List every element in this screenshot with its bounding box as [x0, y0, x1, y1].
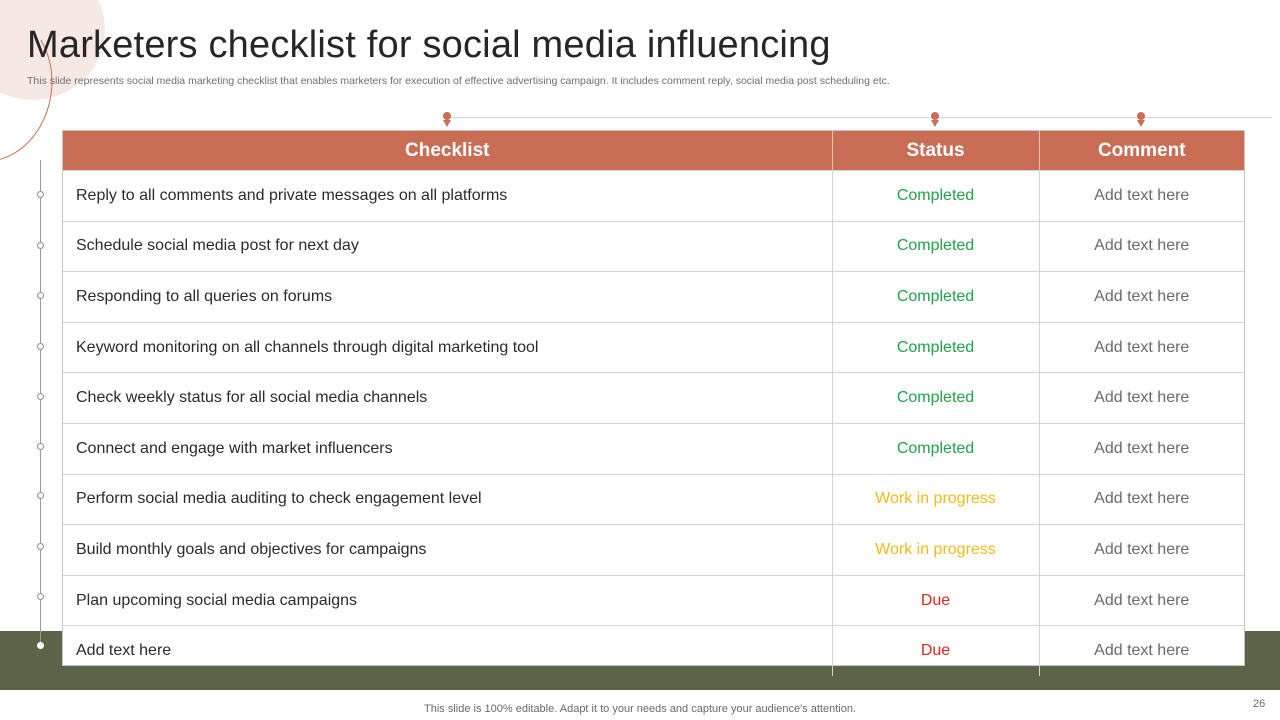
table-row — [63, 474, 1244, 525]
table-row — [63, 423, 1244, 474]
timeline-dot — [37, 191, 44, 198]
comment-cell: Add text here — [1039, 423, 1244, 474]
status-cell: Completed — [832, 373, 1039, 424]
comment-cell: Add text here — [1039, 626, 1244, 676]
pin-marker-comment — [1136, 112, 1146, 130]
timeline-dot — [37, 292, 44, 299]
table-row — [63, 322, 1244, 373]
timeline-line — [40, 160, 41, 646]
status-cell: Completed — [832, 322, 1039, 373]
checklist-item: Responding to all queries on forums — [63, 272, 832, 323]
status-cell: Completed — [832, 221, 1039, 272]
comment-cell: Add text here — [1039, 322, 1244, 373]
timeline-dot — [37, 593, 44, 600]
pin-marker-checklist — [442, 112, 452, 130]
timeline-dot — [37, 492, 44, 499]
table-row — [63, 221, 1244, 272]
header-comment: Comment — [1039, 131, 1244, 171]
table-row — [63, 575, 1244, 626]
pin-marker-status — [930, 112, 940, 130]
header-checklist: Checklist — [63, 131, 832, 171]
checklist-table — [62, 130, 1245, 666]
table-row — [63, 272, 1244, 323]
slide-title: Marketers checklist for social media influencing — [27, 24, 831, 66]
comment-cell: Add text here — [1039, 171, 1244, 222]
timeline-dot — [37, 443, 44, 450]
footer-note: This slide is 100% editable. Adapt it to your needs and capture your audience's attention. — [424, 703, 856, 715]
comment-cell: Add text here — [1039, 474, 1244, 525]
comment-cell: Add text here — [1039, 272, 1244, 323]
checklist-item: Check weekly status for all social media channels — [63, 373, 832, 424]
header-divider-line — [447, 117, 1272, 118]
status-cell: Work in progress — [832, 525, 1039, 576]
checklist-item: Connect and engage with market influencers — [63, 423, 832, 474]
page-number: 26 — [1253, 698, 1266, 710]
status-cell: Completed — [832, 423, 1039, 474]
checklist-item: Keyword monitoring on all channels through digital marketing tool — [63, 322, 832, 373]
comment-cell: Add text here — [1039, 373, 1244, 424]
table-row — [63, 373, 1244, 424]
table-row — [63, 525, 1244, 576]
timeline-dot — [37, 393, 44, 400]
table-row — [63, 171, 1244, 222]
checklist-item: Perform social media auditing to check engagement level — [63, 474, 832, 525]
status-cell: Completed — [832, 272, 1039, 323]
checklist-item: Build monthly goals and objectives for campaigns — [63, 525, 832, 576]
status-cell: Completed — [832, 171, 1039, 222]
timeline-dot — [37, 343, 44, 350]
checklist-item: Reply to all comments and private messages on all platforms — [63, 171, 832, 222]
table-row — [63, 626, 1244, 676]
checklist-item: Plan upcoming social media campaigns — [63, 575, 832, 626]
comment-cell: Add text here — [1039, 575, 1244, 626]
timeline-dot — [37, 242, 44, 249]
checklist-item: Add text here — [63, 626, 832, 676]
comment-cell: Add text here — [1039, 525, 1244, 576]
timeline-dot — [37, 642, 44, 649]
comment-cell: Add text here — [1039, 221, 1244, 272]
header-status: Status — [832, 131, 1039, 171]
checklist-item: Schedule social media post for next day — [63, 221, 832, 272]
table-header-row — [63, 131, 1244, 171]
status-cell: Work in progress — [832, 474, 1039, 525]
slide-subtitle: This slide represents social media marketing checklist that enables marketers for execution of effective advertising campaign. It includes comment reply, social media post scheduling etc. — [27, 75, 890, 87]
status-cell: Due — [832, 575, 1039, 626]
status-cell: Due — [832, 626, 1039, 676]
timeline-dot — [37, 543, 44, 550]
